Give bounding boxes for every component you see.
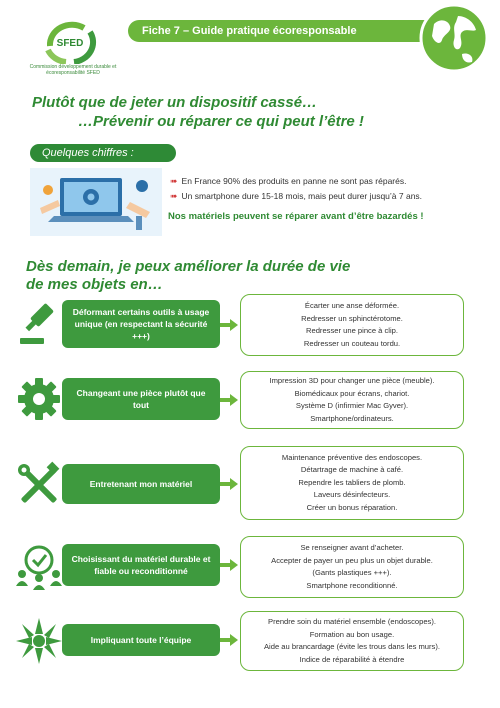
section-title-line-1: Dès demain, je peux améliorer la durée de vie (26, 258, 351, 275)
globe-icon (418, 2, 490, 74)
figures-label: Quelques chiffres : (30, 144, 176, 162)
detail-box: Impression 3D pour changer une pièce (meuble). Biomédicaux pour écrans, chariot. Système D (infirmier Mac Gyver). Smartphone/ordinateurs. (240, 371, 464, 429)
detail-box: Maintenance préventive des endoscopes. Détartrage de machine à café. Rependre les tabliers de plomb. Laveurs désinfecteurs. Créer un bonus réparation. (240, 446, 464, 520)
team-check-icon (14, 540, 64, 590)
logo-text: SFED (56, 38, 84, 49)
arrow-right-icon (220, 477, 238, 491)
figures-conclusion: Nos matériels peuvent se réparer avant d’être bazardés ! (168, 211, 424, 222)
action-box: Déformant certains outils à usage unique (en respectant la sécurité +++) (62, 300, 220, 348)
arrow-right-icon (220, 318, 238, 332)
section-title-line-2: de mes objets en… (26, 276, 163, 293)
gear-icon (14, 374, 64, 424)
main-title-line-1: Plutôt que de jeter un dispositif cassé… (32, 94, 318, 111)
fact-item: ➠ En France 90% des produits en panne ne sont pas réparés. (170, 176, 407, 186)
arrow-icon: ➠ (170, 176, 178, 186)
laptop-repair-illustration (30, 168, 162, 236)
detail-box: Prendre soin du matériel ensemble (endoscopes). Formation au bon usage. Aide au brancardage (évite les trous dans les murs). Indice de réparabilité à étendre (240, 611, 464, 671)
main-title-line-2: …Prévenir ou réparer ce qui peut l’être ! (78, 113, 364, 130)
arrow-right-icon (220, 393, 238, 407)
detail-box: Se renseigner avant d’acheter. Accepter de payer un peu plus un objet durable. (Gants plastiques +++). Smartphone reconditionné. (240, 536, 464, 598)
fiche-title-banner: Fiche 7 – Guide pratique écoresponsable (128, 20, 434, 42)
action-box: Choisissant du matériel durable et fiable ou reconditionné (62, 544, 220, 586)
sfed-logo (44, 20, 100, 64)
action-box: Changeant une pièce plutôt que tout (62, 378, 220, 420)
arrow-right-icon (220, 633, 238, 647)
arrow-icon: ➠ (170, 191, 178, 201)
action-box: Entretenant mon matériel (62, 464, 220, 504)
team-hands-icon (14, 616, 64, 666)
fact-item: ➠ Un smartphone dure 15-18 mois, mais peut durer jusqu’à 7 ans. (170, 191, 423, 201)
arrow-right-icon (220, 558, 238, 572)
gavel-icon (14, 298, 64, 348)
logo-caption: Commission développement durable et écoresponsabilité SFED (29, 64, 117, 76)
detail-box: Écarter une anse déformée. Redresser un sphinctérotome. Redresser une pince à clip. Redresser un couteau tordu. (240, 294, 464, 356)
action-box: Impliquant toute l’équipe (62, 624, 220, 656)
tools-icon (14, 460, 64, 510)
